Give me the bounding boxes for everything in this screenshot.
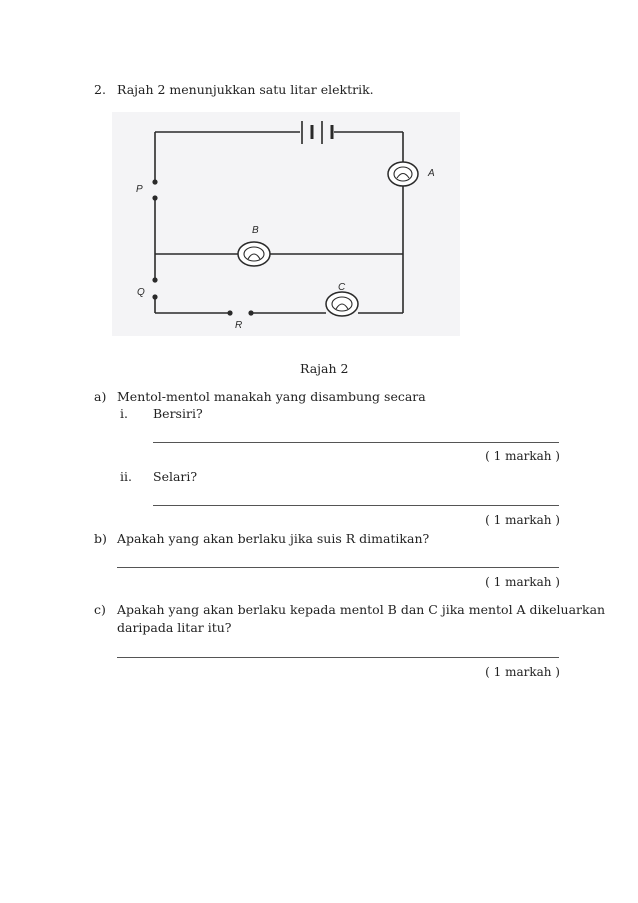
label-b: B	[252, 225, 259, 236]
question-number: 2.	[94, 82, 106, 97]
part-c-question-line1: Apakah yang akan berlaku kepada mentol B dan C jika mentol A dikeluarkan	[117, 602, 606, 617]
switch-p-contact-bottom	[152, 195, 157, 200]
diagram-background	[112, 112, 460, 336]
part-a-question: Mentol-mentol manakah yang disambung secara	[117, 389, 426, 404]
switch-r-contact-right	[248, 310, 253, 315]
figure-caption: Rajah 2	[300, 361, 349, 376]
part-a-ii-number: ii.	[120, 469, 132, 484]
switch-p-contact-top	[152, 179, 157, 184]
answer-line-a-ii[interactable]	[153, 505, 559, 506]
question-intro: Rajah 2 menunjukkan satu litar elektrik.	[117, 82, 374, 97]
part-a-ii-question: Selari?	[153, 469, 198, 484]
label-q: Q	[137, 287, 145, 298]
part-b-letter: b)	[94, 531, 107, 546]
label-r: R	[235, 320, 243, 331]
label-p: P	[136, 184, 143, 195]
part-a-i-number: i.	[120, 406, 128, 421]
bulb-b-icon	[238, 242, 270, 266]
answer-line-b[interactable]	[117, 567, 559, 568]
circuit-diagram	[112, 112, 460, 336]
marks-b: ( 1 markah )	[485, 575, 560, 589]
label-c: C	[338, 282, 346, 293]
marks-c: ( 1 markah )	[485, 665, 560, 679]
part-a-i-question: Bersiri?	[153, 406, 203, 421]
bulb-a-icon	[388, 162, 418, 186]
bulb-c-icon	[326, 292, 358, 316]
answer-line-c[interactable]	[117, 657, 559, 658]
part-c-question-line2: daripada litar itu?	[117, 620, 232, 635]
label-a: A	[428, 168, 435, 179]
switch-q-contact-bottom	[152, 294, 157, 299]
part-c-letter: c)	[94, 602, 106, 617]
switch-q-contact-top	[152, 277, 157, 282]
marks-a-i: ( 1 markah )	[485, 449, 560, 463]
part-b-question: Apakah yang akan berlaku jika suis R dimatikan?	[117, 531, 430, 546]
answer-line-a-i[interactable]	[153, 442, 559, 443]
marks-a-ii: ( 1 markah )	[485, 513, 560, 527]
part-a-letter: a)	[94, 389, 107, 404]
switch-r-contact-left	[227, 310, 232, 315]
